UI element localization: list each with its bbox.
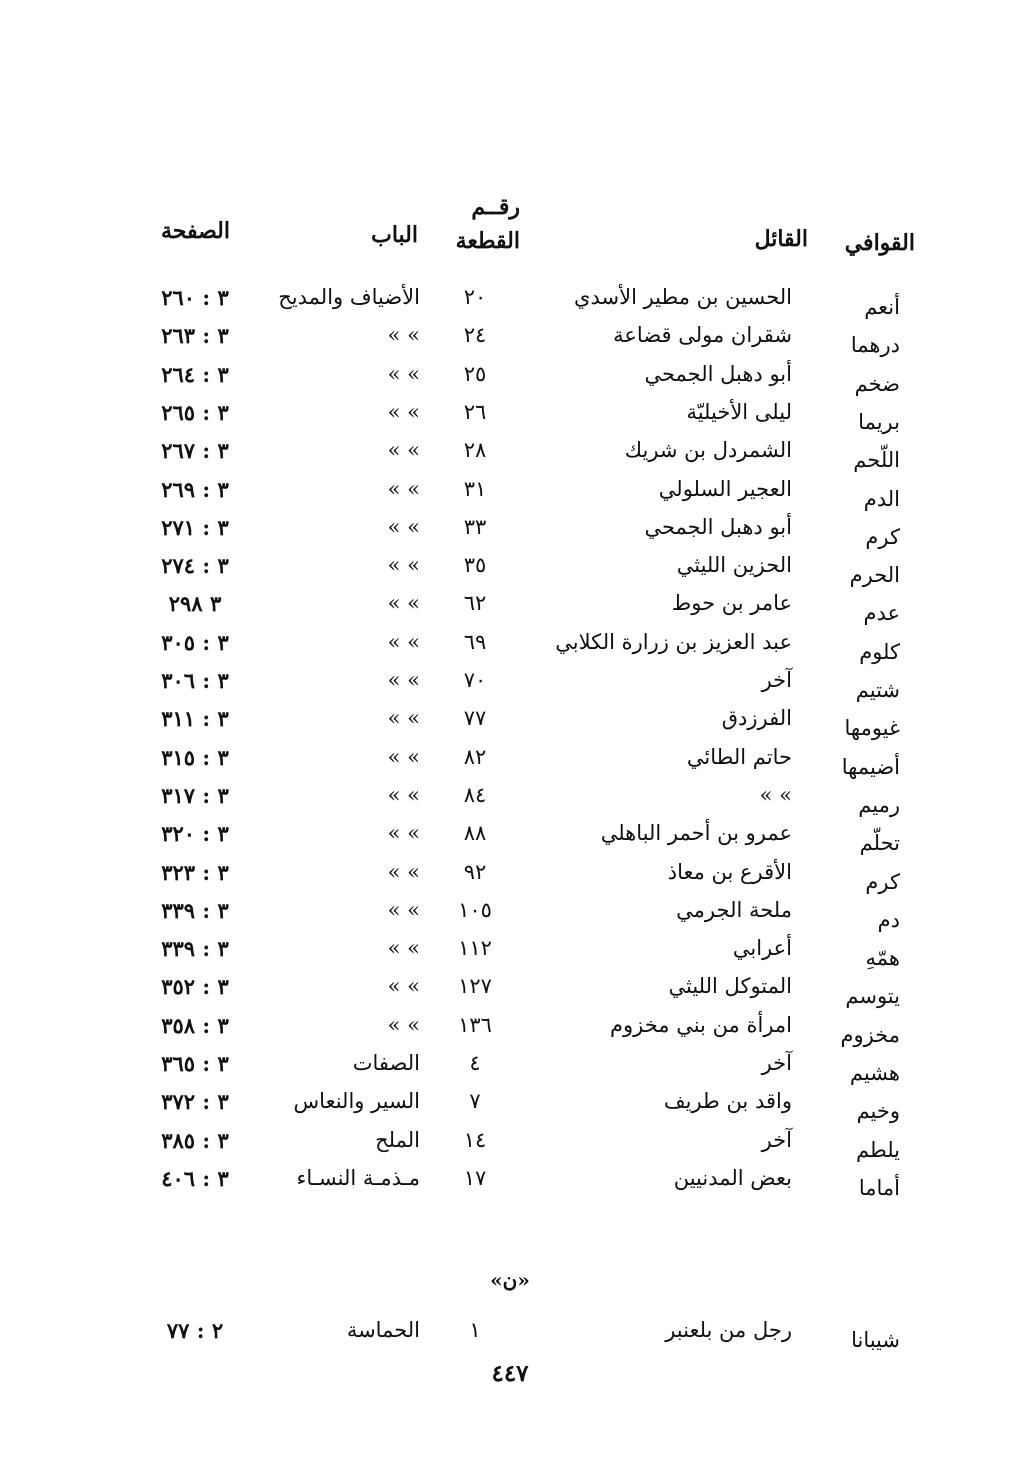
chapter-cell: الأضياف والمديح — [278, 285, 420, 309]
rhyme-cell: ضخم — [854, 371, 900, 396]
header-num-bottom: القطعة — [455, 228, 520, 254]
rhyme-cell: تحلّم — [859, 831, 900, 856]
header-bab: الباب — [371, 222, 418, 248]
poet-cell: عبد العزيز بن زرارة الكلابي — [555, 629, 792, 654]
table-row — [0, 1318, 1020, 1356]
rhyme-cell: رميم — [858, 792, 900, 817]
chapter-cell: » » — [387, 361, 420, 386]
chapter-cell: » » — [387, 399, 420, 424]
chapter-cell: مـذمـة النسـاء — [296, 1165, 420, 1190]
chapter-cell: » » — [387, 744, 420, 769]
rhyme-cell: عدم — [863, 601, 900, 626]
piece-number-cell: ٧ — [469, 1089, 481, 1114]
chapter-cell: » » — [387, 936, 420, 961]
page-ref-cell: ٣ : ٣١٧ — [161, 782, 229, 808]
poet-cell: آخر — [761, 668, 792, 692]
chapter-cell: » » — [387, 514, 420, 539]
page-ref-cell: ٢ : ٧٧ — [166, 1318, 224, 1343]
table-row — [0, 477, 1020, 515]
table-row — [0, 974, 1020, 1012]
header-rhyme: القوافي — [844, 230, 915, 256]
rhyme-cell: كرم — [865, 869, 900, 894]
table-row — [0, 936, 1020, 974]
table-row — [0, 1051, 1020, 1089]
poet-cell: حاتم الطائي — [686, 744, 792, 769]
rhyme-cell: شتيم — [855, 678, 900, 702]
page-ref-cell: ٣ : ٣٠٦ — [161, 668, 229, 693]
table-row — [0, 898, 1020, 936]
chapter-cell: » » — [387, 591, 420, 616]
table-row — [0, 553, 1020, 591]
piece-number-cell: ١٣٦ — [458, 1012, 492, 1037]
rhyme-cell: كرم — [865, 524, 900, 549]
rhyme-cell: كلوم — [859, 639, 900, 664]
piece-number-cell: ١٠٥ — [458, 897, 492, 922]
piece-number-cell: ٨٨ — [463, 821, 487, 846]
table-row — [0, 668, 1020, 706]
poet-cell: الأقرع بن معاذ — [667, 859, 792, 884]
poet-cell: أعرابي — [732, 936, 792, 961]
page-ref-cell: ٣ : ٣١١ — [161, 706, 229, 732]
header-page: الصفحة — [160, 218, 230, 244]
table-row — [0, 860, 1020, 898]
page-ref-cell: ٣ : ٢٧٤ — [161, 553, 229, 579]
rhyme-cell: أضيمها — [841, 754, 900, 779]
chapter-cell: » » — [387, 974, 420, 999]
table-row — [0, 706, 1020, 744]
chapter-cell: الصفات — [352, 1051, 420, 1075]
poet-cell: العجير السلولي — [658, 476, 792, 501]
piece-number-cell: ٢٤ — [463, 323, 487, 348]
table-row — [0, 1013, 1020, 1051]
rhyme-cell: الحرم — [849, 563, 900, 588]
page-ref-cell: ٣ : ٢٧١ — [161, 514, 229, 540]
poet-cell: رجل من بلعنبر — [665, 1318, 792, 1342]
poet-cell: الحسين بن مطير الأسدي — [574, 285, 792, 309]
piece-number-cell: ٣١ — [463, 476, 487, 501]
page-ref-cell: ٣ : ٢٦٩ — [161, 476, 229, 502]
chapter-cell: » » — [387, 553, 420, 578]
poet-cell: امرأة من بني مخزوم — [610, 1012, 792, 1037]
poet-cell: ملحة الجرمي — [676, 897, 792, 922]
poet-cell: آخر — [761, 1127, 792, 1152]
chapter-cell: الحماسة — [346, 1318, 420, 1342]
poet-cell: الفرزدق — [721, 706, 792, 731]
chapter-cell: » » — [387, 706, 420, 731]
poet-cell: شقران مولى قضاعة — [613, 323, 792, 348]
rhyme-cell: همّهِ — [865, 946, 900, 971]
piece-number-cell: ٨٢ — [463, 744, 487, 769]
table-row — [0, 745, 1020, 783]
chapter-cell: » » — [387, 821, 420, 846]
header-poet: القائل — [754, 226, 808, 252]
chapter-cell: » » — [387, 323, 420, 348]
page-ref-cell: ٣ : ٣٢٠ — [161, 821, 229, 847]
piece-number-cell: ١ — [469, 1318, 481, 1342]
table-row — [0, 1166, 1020, 1204]
page-ref-cell: ٣ : ٣٢٣ — [161, 859, 229, 885]
table-row — [0, 362, 1020, 400]
page-ref-cell: ٣ : ٢٦٠ — [161, 285, 229, 310]
rhyme-cell: الدم — [863, 486, 900, 511]
page-ref-cell: ٣ : ٣٧٢ — [161, 1089, 229, 1115]
chapter-cell: » » — [387, 629, 420, 654]
chapter-cell: » » — [387, 476, 420, 501]
poet-cell: أبو دهبل الجمحي — [644, 361, 792, 386]
table-row — [0, 1089, 1020, 1127]
page-ref-cell: ٣ : ٣٥٢ — [161, 974, 229, 1000]
piece-number-cell: ٢٦ — [463, 399, 487, 424]
table-row — [0, 323, 1020, 361]
rhyme-cell: مخزوم — [840, 1022, 900, 1047]
chapter-cell: » » — [387, 438, 420, 463]
piece-number-cell: ٢٨ — [463, 438, 487, 463]
rhyme-cell: يلطم — [856, 1137, 900, 1162]
piece-number-cell: ٧٧ — [463, 706, 487, 731]
rhyme-cell: يتوسم — [845, 984, 900, 1009]
page-ref-cell: ٣ : ٤٠٦ — [161, 1165, 229, 1191]
piece-number-cell: ٨٤ — [463, 782, 487, 807]
rhyme-cell: غيومها — [844, 716, 900, 741]
page-ref-cell: ٣ : ٢٦٣ — [161, 323, 229, 349]
piece-number-cell: ١١٢ — [458, 936, 492, 961]
chapter-cell: » » — [387, 1012, 420, 1037]
rhyme-cell: بريما — [858, 409, 900, 434]
poet-cell: عامر بن حوط — [671, 591, 792, 616]
page-ref-cell: ٣ : ٢٦٤ — [161, 361, 229, 387]
poet-cell: الشمردل بن شريك — [624, 438, 792, 463]
chapter-cell: السير والنعاس — [293, 1089, 420, 1114]
piece-number-cell: ٩٢ — [463, 859, 487, 884]
piece-number-cell: ٤ — [469, 1051, 481, 1075]
chapter-cell: » » — [387, 782, 420, 807]
piece-number-cell: ٦٢ — [463, 591, 487, 616]
page-ref-cell: ٣ : ٣٠٥ — [161, 629, 229, 655]
table-row — [0, 515, 1020, 553]
section-heading: «ن» — [490, 1268, 530, 1292]
poet-cell: آخر — [761, 1051, 792, 1075]
rhyme-cell: شيبانا — [851, 1328, 900, 1352]
page-ref-cell: ٣ ٢٩٨ — [168, 591, 222, 617]
chapter-cell: » » — [387, 897, 420, 922]
chapter-cell: » » — [387, 668, 420, 692]
page-ref-cell: ٣ : ٣٨٥ — [161, 1127, 229, 1153]
piece-number-cell: ٣٥ — [463, 553, 487, 578]
piece-number-cell: ١٧ — [463, 1165, 487, 1190]
rhyme-cell: أنعم — [864, 295, 900, 319]
page-ref-cell: ٣ : ٣٦٥ — [161, 1051, 229, 1076]
piece-number-cell: ٢٠ — [463, 285, 487, 309]
piece-number-cell: ٦٩ — [463, 629, 487, 654]
table-row — [0, 821, 1020, 859]
header-num-top: رقــم — [471, 194, 520, 220]
poet-cell: عمرو بن أحمر الباهلي — [600, 821, 792, 846]
chapter-cell: الملح — [375, 1127, 420, 1152]
rhyme-cell: دم — [877, 907, 900, 932]
rhyme-cell: أماما — [858, 1175, 900, 1200]
page-number: ٤٤٧ — [491, 1360, 529, 1387]
page-ref-cell: ٣ : ٢٦٥ — [161, 399, 229, 425]
rhyme-cell: وخيم — [856, 1099, 900, 1124]
page-ref-cell: ٣ : ٢٦٧ — [161, 438, 229, 464]
poet-cell: واقد بن طريف — [663, 1089, 792, 1114]
chapter-cell: » » — [387, 859, 420, 884]
poet-cell: » » — [759, 782, 792, 807]
piece-number-cell: ٣٣ — [463, 514, 487, 539]
table-row — [0, 591, 1020, 629]
table-row — [0, 438, 1020, 476]
poet-cell: بعض المدنيين — [673, 1165, 792, 1190]
page-ref-cell: ٣ : ٣٣٩ — [161, 936, 229, 962]
table-row — [0, 630, 1020, 668]
table-row — [0, 1128, 1020, 1166]
table-row — [0, 285, 1020, 323]
poet-cell: أبو دهبل الجمحي — [644, 514, 792, 539]
rhyme-cell: درهما — [850, 333, 900, 358]
page-ref-cell: ٣ : ٣٥٨ — [161, 1012, 229, 1038]
rhyme-cell: هشيم — [849, 1061, 900, 1085]
table-row — [0, 400, 1020, 438]
piece-number-cell: ٧٠ — [463, 668, 487, 692]
poet-cell: ليلى الأخيليّة — [686, 399, 792, 424]
piece-number-cell: ١٤ — [463, 1127, 487, 1152]
poet-cell: الحزين الليثي — [676, 553, 792, 578]
rhyme-cell: اللّحم — [853, 448, 900, 473]
poet-cell: المتوكل الليثي — [668, 974, 792, 999]
page-ref-cell: ٣ : ٣١٥ — [161, 744, 229, 770]
page-ref-cell: ٣ : ٣٣٩ — [161, 897, 229, 923]
piece-number-cell: ٢٥ — [463, 361, 487, 386]
piece-number-cell: ١٢٧ — [458, 974, 492, 999]
table-row — [0, 783, 1020, 821]
